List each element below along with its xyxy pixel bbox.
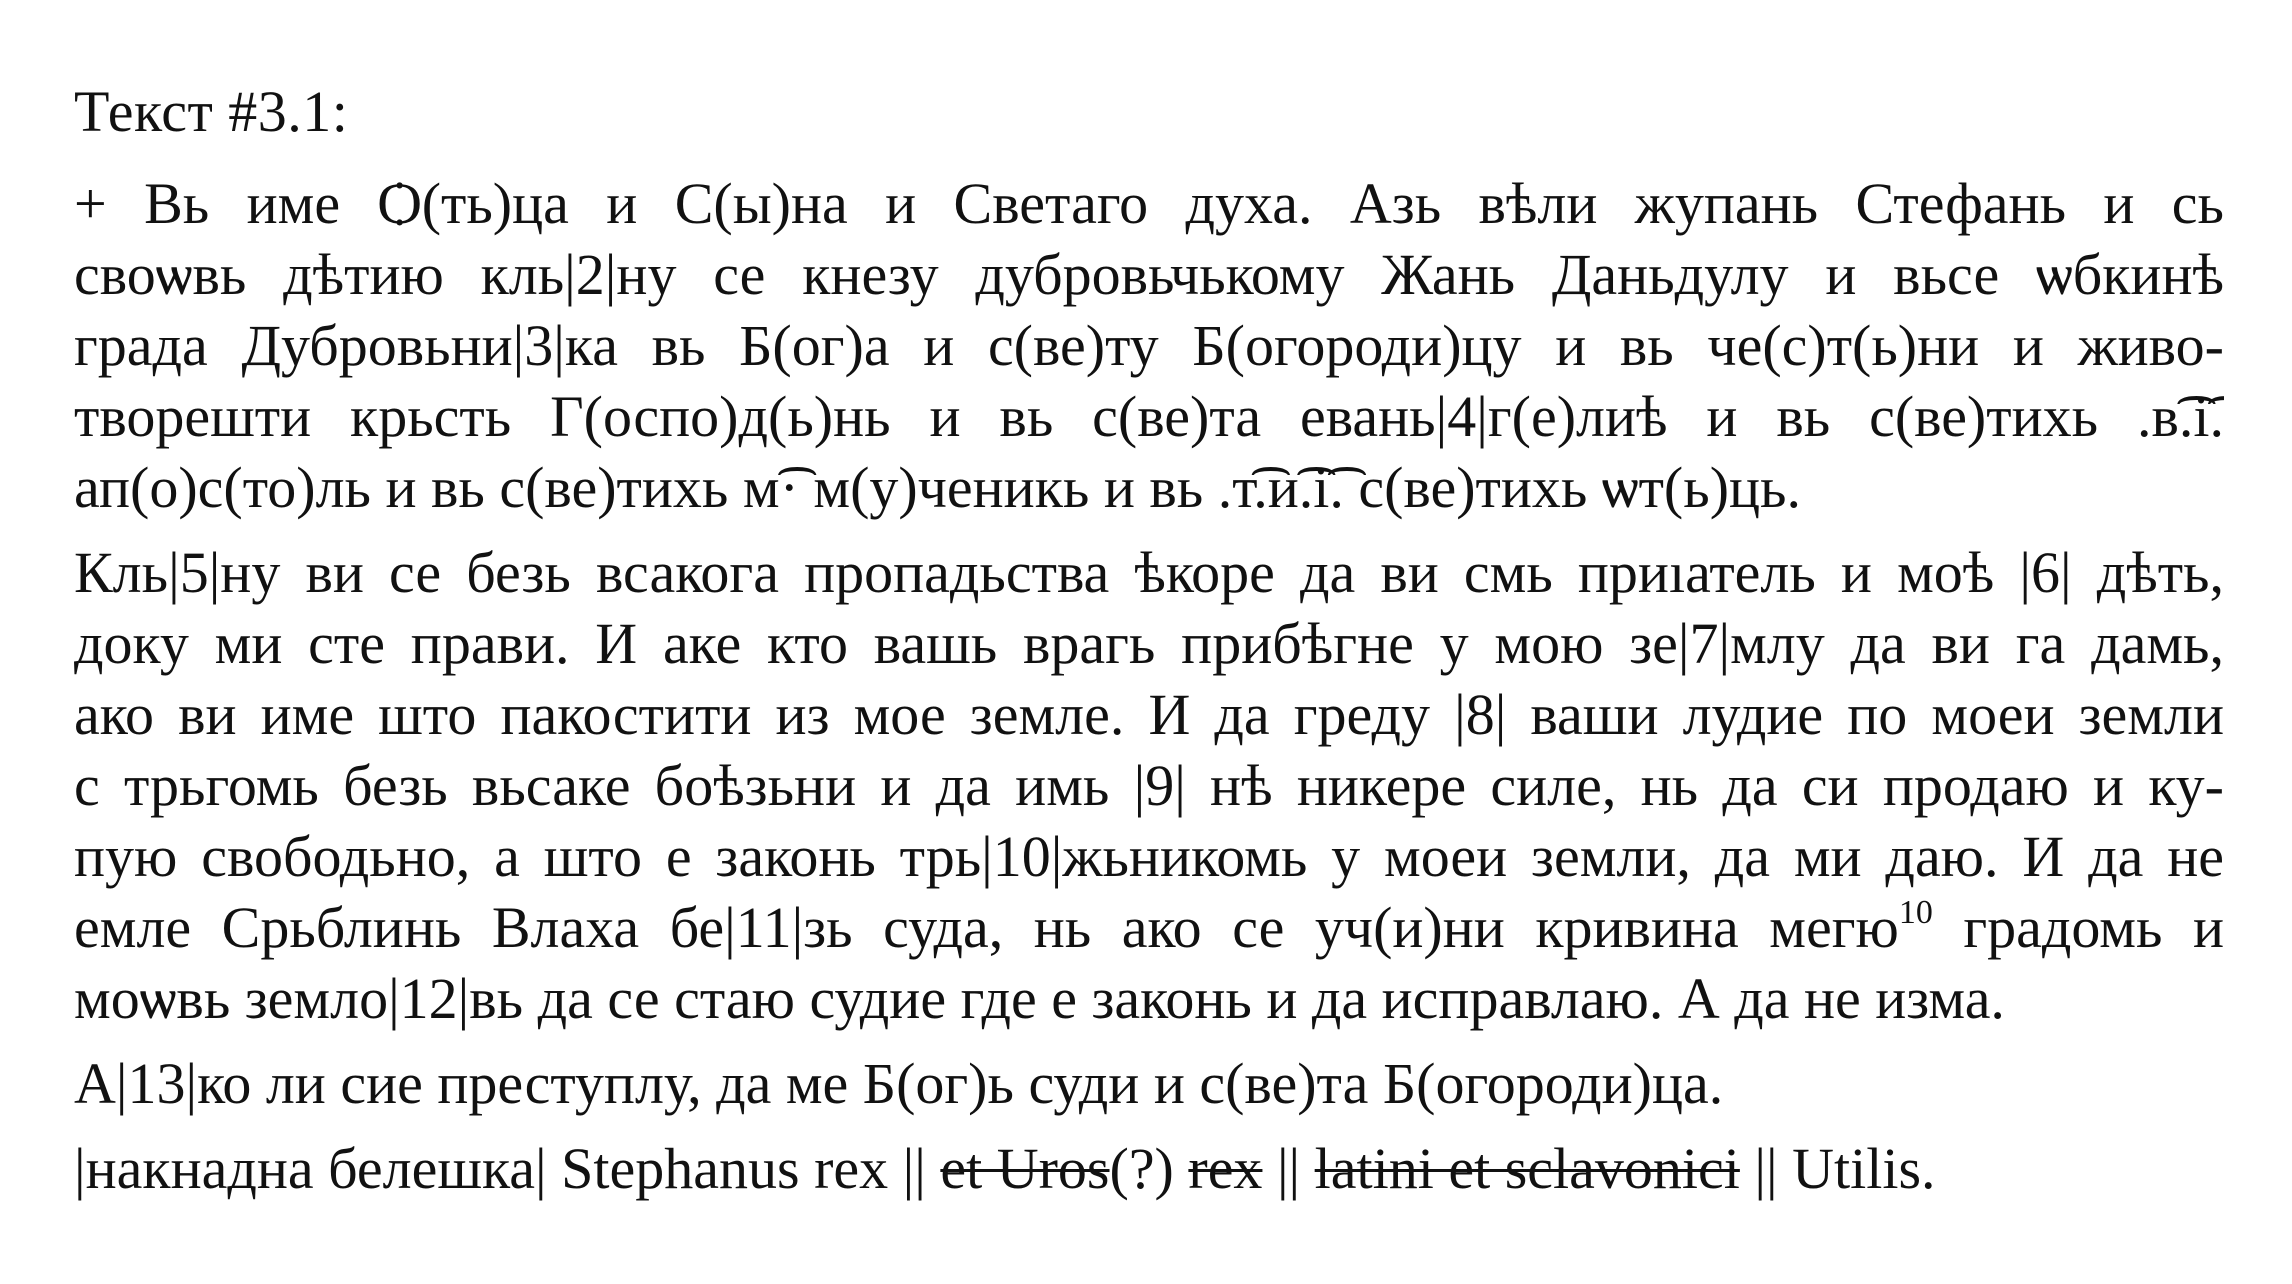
text-line: моѡвь земло|12|вь да се стаю судие где е законь и да исправлаю. А да не изма. [74, 966, 2005, 1031]
paragraph-oath [74, 537, 2224, 1034]
later-note [74, 1133, 2224, 1204]
note-separator: || [1262, 1136, 1315, 1201]
document-page [74, 70, 2224, 1218]
text-line: ап(о)с(то)ль и вь с(ве)тихь м͡· м(у)ченикь и вь .т͡.и͡.і͡. с(ве)тихь ѡт(ь)ць. [74, 455, 1802, 520]
text-line: + Вь име Ѻ(ть)ца и С(ы)на и Светаго духа. Азь вѣли жупань Стефань и сь [74, 171, 2224, 236]
paragraph-invocation [74, 168, 2224, 523]
footnote-mark: 10 [1898, 893, 1933, 931]
text-segment: емле Срьблинь Влаха бе|11|зь суда, нь ако се уч(и)ни кривина мегю [74, 895, 1899, 960]
text-line: с трьгомь безь вьсаке боѣзьни и да имь |9| нѣ никере силе, нь да си продаю и ку- [74, 753, 2224, 818]
paragraph-sanction [74, 1048, 2224, 1119]
text-line-with-footnote [74, 892, 2224, 963]
note-prefix: |накнадна белешка| Stephanus rex || [74, 1136, 941, 1201]
struck-text: et Uros [940, 1136, 1110, 1201]
struck-text: rex [1188, 1136, 1263, 1201]
note-suffix: || Utilis. [1739, 1136, 1936, 1201]
text-segment: градомь и [1932, 895, 2224, 960]
text-line: доку ми сте прави. И аке кто вашь врагь прибѣгне у мою зе|7|млу да ви га дамь, [74, 611, 2224, 676]
text-line: града Дубровьни|3|ка вь Б(ог)а и с(ве)ту Б(огороди)цу и вь че(с)т(ь)ни и живо- [74, 313, 2224, 378]
text-line: творешти крьсть Г(оспо)д(ь)нь и вь с(ве)та евань|4|г(е)лиѣ и вь с(ве)тихь .в͡.і͡. [74, 384, 2224, 449]
text-heading: Текст #3.1: [74, 79, 349, 144]
text-line: А|13|ко ли сие преступлу, да ме Б(ог)ь суди и с(ве)та Б(огороди)ца. [74, 1051, 1724, 1116]
text-line: своѡвь дѣтию кль|2|ну се кнезу дубровьчькому Жань Даньдулу и вьсе ѡбкинѣ [74, 242, 2224, 307]
note-text: (?) [1109, 1136, 1189, 1201]
text-line: Кль|5|ну ви се безь всакога пропадьства ѣкоре да ви смь приıатель и моѣ |6| дѣть, [74, 540, 2224, 605]
text-line: ако ви име што пакостити из мое земле. И да греду |8| ваши лудие по моеи земли [74, 682, 2224, 747]
struck-text: latini et sclavonici [1314, 1136, 1740, 1201]
text-line: пую свободьно, а што е законь трь|10|жьникомь у моеи земли, да ми даю. И да не [74, 824, 2224, 889]
